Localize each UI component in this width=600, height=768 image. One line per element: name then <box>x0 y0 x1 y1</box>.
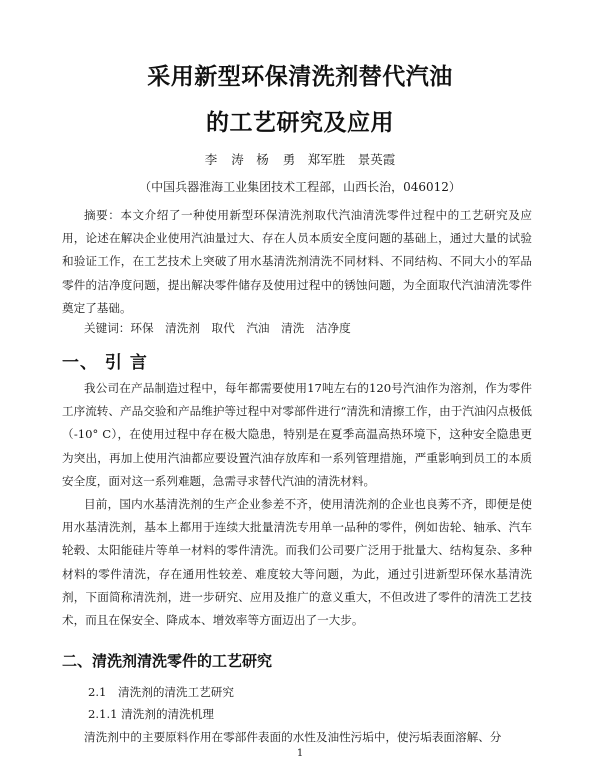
section-1-paragraph-1: 我公司在产品制造过程中，每年都需要使用17吨左右的120号汽油作为溶剂，作为零件工序流转、产品交验和产品维护等过程中对零部件进行“清洗和清擦工作，由于汽油闪点极低（-10° C），在使用过程中存在极大隐患，特别是在夏季高温高热环境下，这种安全隐患更为突出，再加上使用汽油都应要设置汽油存放库和一系列管理措施，严重影响到员工的本质安全度，面对这一系列难题，急需寻求替代汽油的清洗材料。 <box>62 381 532 488</box>
affiliation: （中国兵器淮海工业集团技术工程部，山西长治，046012） <box>139 180 461 194</box>
section-1-heading: 一、 引 言 <box>62 353 148 373</box>
section-2-paragraph-1: 清洗剂中的主要原料作用在零部件表面的水性及油性污垢中，使污垢表面溶解、分 <box>84 730 502 744</box>
subsection-2-1: 2.1 清洗剂的清洗工艺研究 <box>88 685 234 699</box>
page-number: 1 <box>296 748 304 759</box>
title-line-1: 采用新型环保清洗剂替代汽油 <box>147 64 453 90</box>
subsection-2-1-1: 2.1.1 清洗剂的清洗机理 <box>88 707 214 721</box>
section-1-paragraph-2: 目前，国内水基清洗剂的生产企业参差不齐，使用清洗剂的企业也良莠不齐，即便是使用水基清洗剂，基本上都用于连续大批量清洗专用单一品种的零件，例如齿轮、轴承、汽车轮毂、太阳能硅片等单一材料的零件清洗。而我们公司要广泛用于批量大、结构复杂、多种材料的零件清洗，存在通用性较差、难度较大等问题，为此，通过引进新型环保水基清洗剂，下面简称清洗剂，进一步研究、应用及推广的意义重大，不但改进了零件的清洗工艺技术，而且在保安全、降成本、增效率等方面迈出了一大步。 <box>62 497 532 628</box>
keywords: 关键词：环保 清洗剂 取代 汽油 清洗 洁净度 <box>84 321 351 335</box>
abstract: 摘要：本文介绍了一种使用新型环保清洗剂取代汽油清洗零件过程中的工艺研究及应用，论述在解决企业使用汽油量过大、存在人员本质安全度问题的基础上，通过大量的试验和验证工作，在工艺技术上突破了用水基清洗剂清洗不同材料、不同结构、不同大小的军品零件的洁净度问题，提出解决零件储存及使用过程中的锈蚀问题，为全面取代汽油清洗零件奠定了基础。 <box>62 208 532 315</box>
authors: 李 涛 杨 勇 郑军胜 景英霞 <box>204 152 396 167</box>
section-2-heading: 二、清洗剂清洗零件的工艺研究 <box>62 652 273 670</box>
title-line-2: 的工艺研究及应用 <box>206 110 394 136</box>
